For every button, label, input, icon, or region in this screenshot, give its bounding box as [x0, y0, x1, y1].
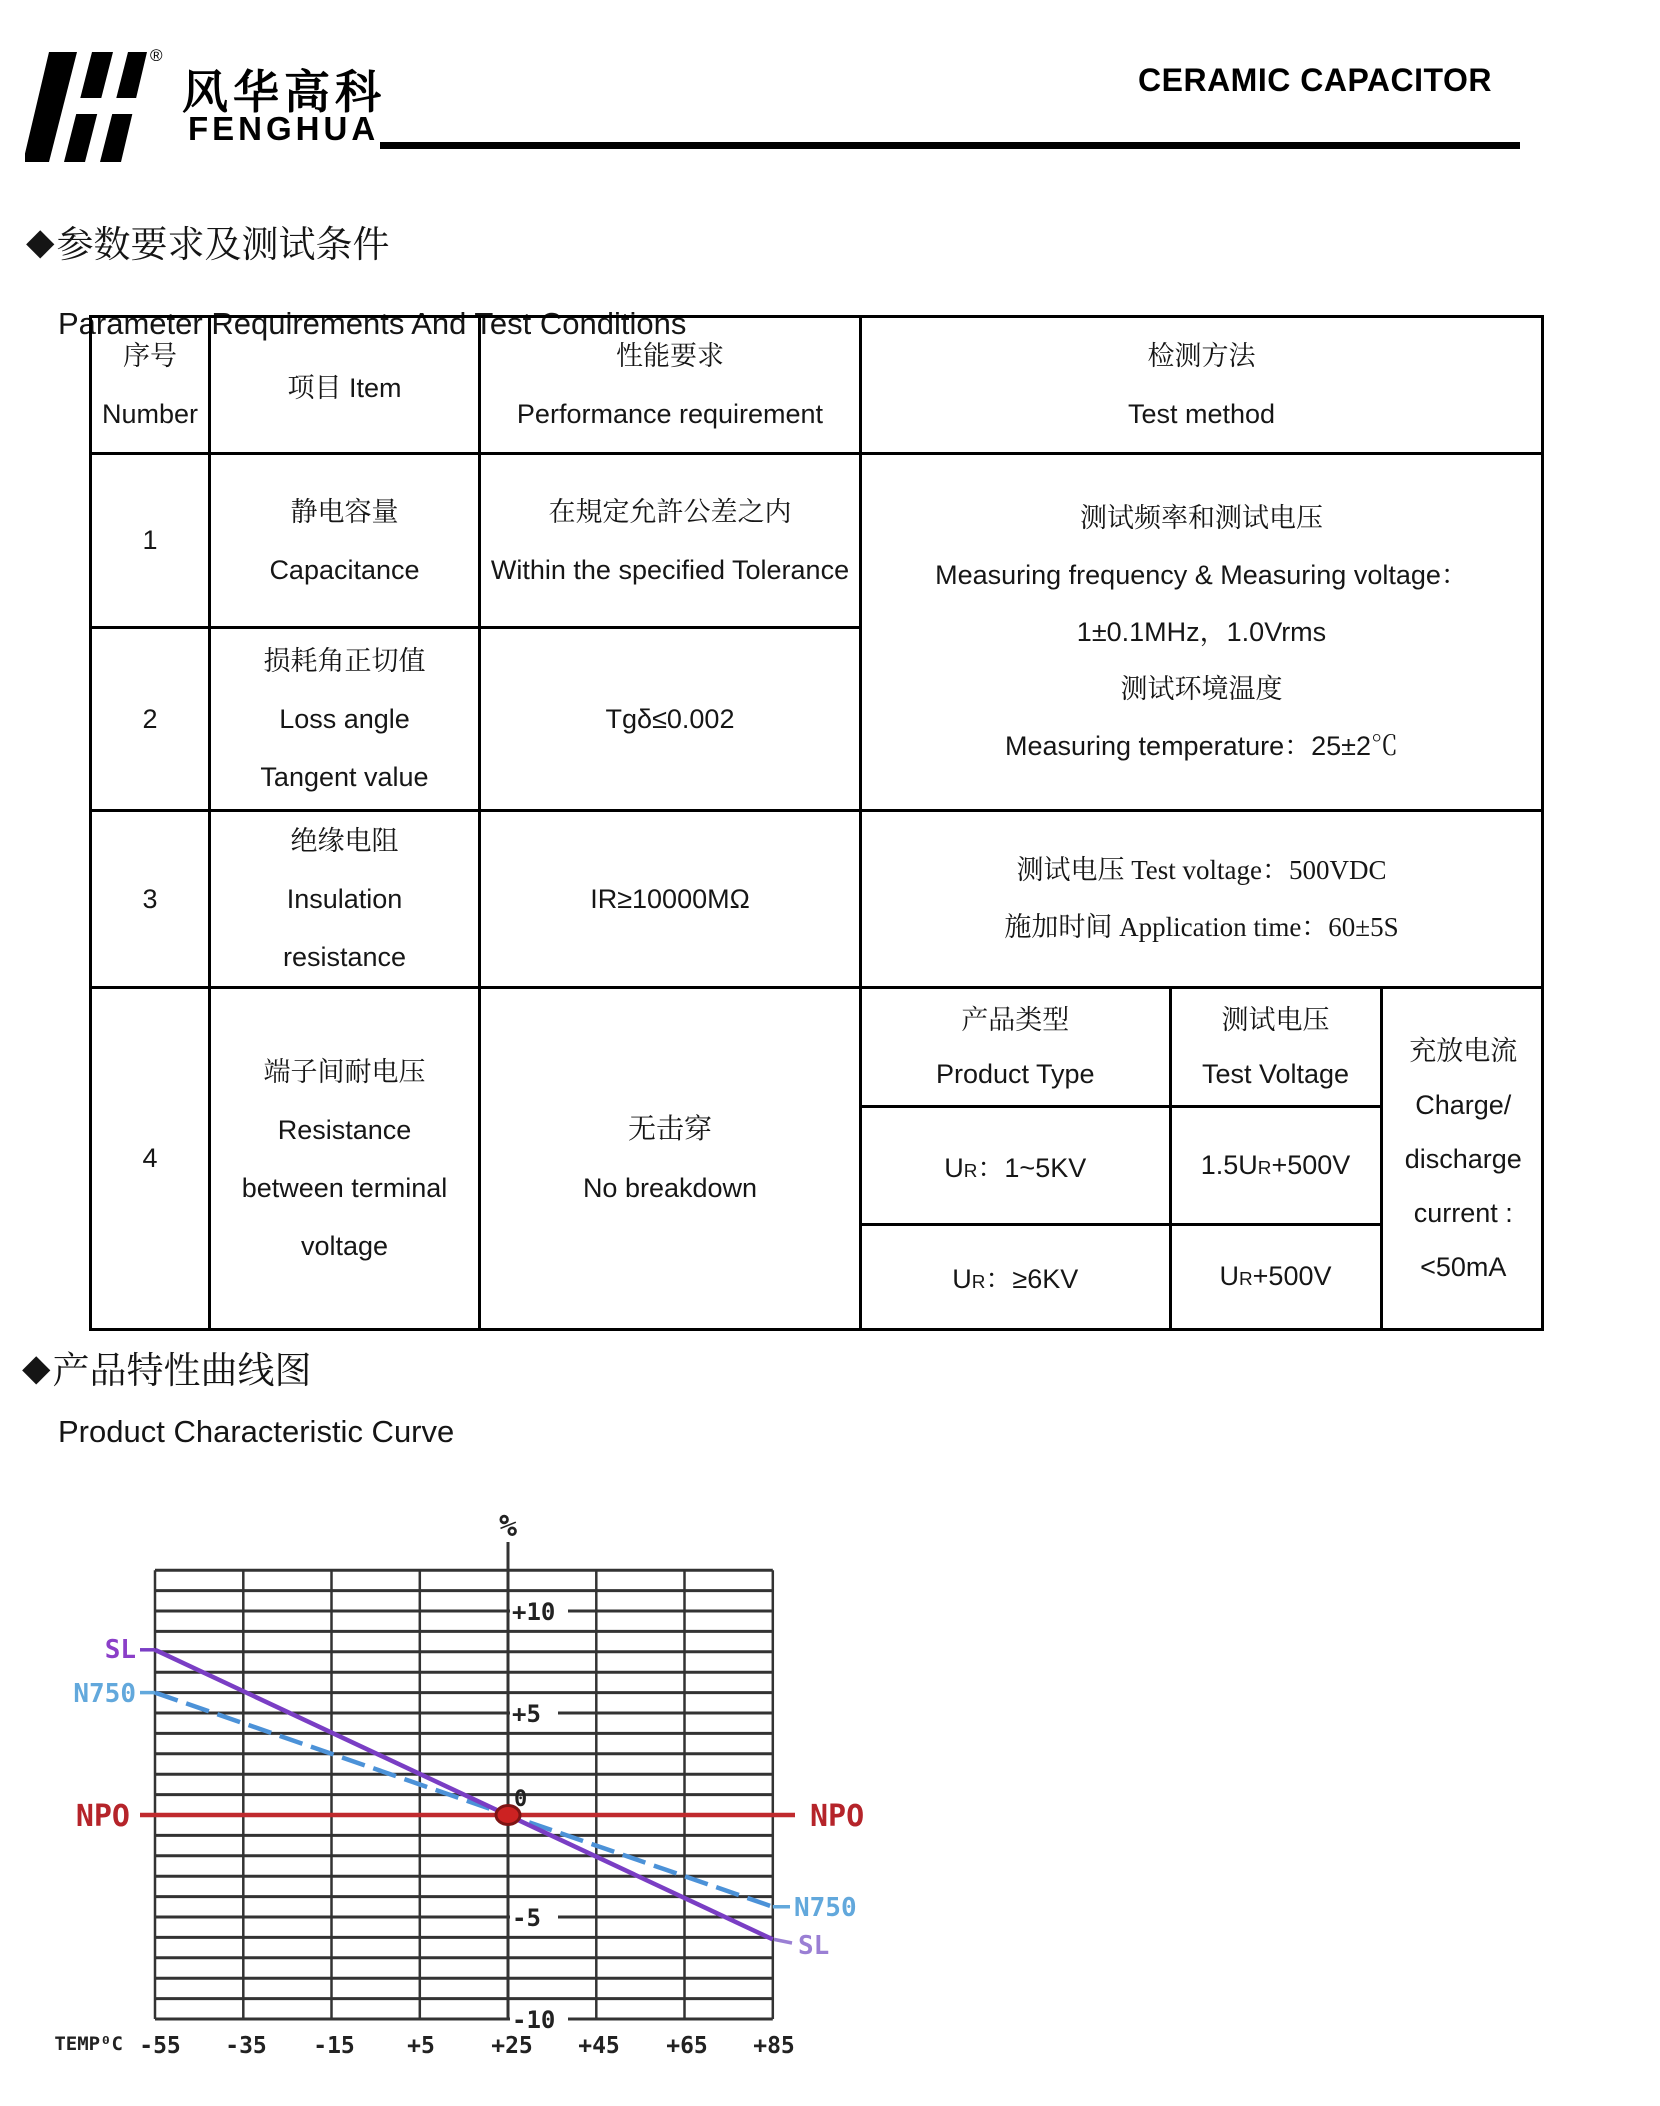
chart-x-tick-labels	[54, 2033, 794, 2059]
x-label-m15: -15	[313, 2033, 355, 2059]
cell-r3-perf: IR≥10000MΩ	[480, 811, 861, 988]
fenghua-logo-icon	[25, 48, 153, 166]
x-label-p65: +65	[666, 2033, 708, 2059]
th-performance: 性能要求 Performance requirement	[480, 317, 861, 454]
sub-cell-voltage-a: 1.5UR+500V	[1170, 1106, 1381, 1224]
header-rule	[380, 142, 1520, 149]
cell-r4-num: 4	[91, 988, 210, 1330]
sub-th-test-voltage: 测试电压 Test Voltage	[1170, 989, 1381, 1106]
n750-label-right: N750	[794, 1893, 857, 1923]
cell-r4-method	[861, 988, 1543, 1330]
registered-icon: ®	[150, 46, 163, 65]
n750-label-left: N750	[73, 1679, 136, 1709]
section-curve-en: Product Characteristic Curve	[58, 1414, 455, 1449]
th-number: 序号 Number	[91, 317, 210, 454]
x-label-m35: -35	[225, 2033, 267, 2059]
x-label-m55: -55	[139, 2033, 181, 2059]
sub-cell-type-b: UR：≥6KV	[862, 1224, 1170, 1328]
cell-r3-method: 测试电压 Test voltage：500VDC 施加时间 Application time：60±5S	[861, 811, 1543, 988]
cell-r3-item: 绝缘电阻 Insulation resistance	[210, 811, 480, 988]
section-curve-heading	[22, 1340, 311, 1394]
y-label-minus5: -5	[512, 1904, 541, 1932]
th-item: 项目 Item	[210, 317, 480, 454]
sub-cell-charge-current: 充放电流 Charge/ discharge current : <50mA	[1381, 989, 1544, 1328]
sub-cell-voltage-b: UR+500V	[1170, 1224, 1381, 1328]
logo-cn: 风华高科	[182, 66, 386, 118]
sub-th-product-type: 产品类型 Product Type	[862, 989, 1170, 1106]
cell-r2-perf: Tgδ≤0.002	[480, 628, 861, 811]
x-label-p85: +85	[753, 2033, 795, 2059]
params-table	[89, 315, 1544, 1331]
cell-r3-num: 3	[91, 811, 210, 988]
section-params-en: Parameter Requirements And Test Conditions	[58, 306, 687, 341]
n750-line	[155, 1693, 773, 1907]
cell-r4-item: 端子间耐电压 Resistance between terminal voltage	[210, 988, 480, 1330]
doc-title: CERAMIC CAPACITOR	[1138, 62, 1492, 98]
section-params-heading	[26, 214, 389, 268]
section-params-cn: 参数要求及测试条件	[56, 224, 390, 265]
diamond-icon: ◆	[22, 1346, 51, 1388]
y-label-zero: 0	[514, 1787, 528, 1812]
cell-r1-item: 静电容量 Capacitance	[210, 454, 480, 628]
cell-method-r1r2: 测试频率和测试电压 Measuring frequency & Measuring voltage： 1±0.1MHz，1.0Vrms 测试环境温度 Measuring temperature：25±2℃	[861, 454, 1543, 811]
cell-r4-perf: 无击穿 No breakdown	[480, 988, 861, 1330]
x-label-p45: +45	[578, 2033, 620, 2059]
logo-en: FENGHUA	[188, 110, 380, 147]
diamond-icon: ◆	[26, 220, 55, 262]
percent-axis-label: %	[498, 1509, 518, 1544]
sl-right-tick	[774, 1939, 792, 1943]
y-label-minus10: -10	[512, 2006, 556, 2034]
npo-label-right: NPO	[810, 1799, 865, 1834]
withstand-voltage-subtable	[862, 989, 1544, 1328]
th-method: 检测方法 Test method	[861, 317, 1543, 454]
sl-label-right: SL	[798, 1931, 830, 1961]
cell-r2-item: 损耗角正切值 Loss angle Tangent value	[210, 628, 480, 811]
sub-cell-type-a: UR：1~5KV	[862, 1106, 1170, 1224]
cell-r1-perf: 在規定允許公差之内 Within the specified Tolerance	[480, 454, 861, 628]
cell-r1-num: 1	[91, 454, 210, 628]
sl-label-left: SL	[104, 1635, 136, 1665]
y-label-plus5: +5	[512, 1700, 541, 1728]
product-curve-chart	[0, 1490, 940, 2090]
section-curve-cn: 产品特性曲线图	[52, 1350, 312, 1391]
x-label-p5: +5	[407, 2033, 435, 2059]
y-label-plus10: +10	[512, 1598, 556, 1626]
temp-axis-label: TEMP⁰C	[54, 2033, 123, 2055]
cell-r2-num: 2	[91, 628, 210, 811]
npo-label-left: NPO	[75, 1799, 130, 1834]
x-label-p25: +25	[491, 2033, 533, 2059]
